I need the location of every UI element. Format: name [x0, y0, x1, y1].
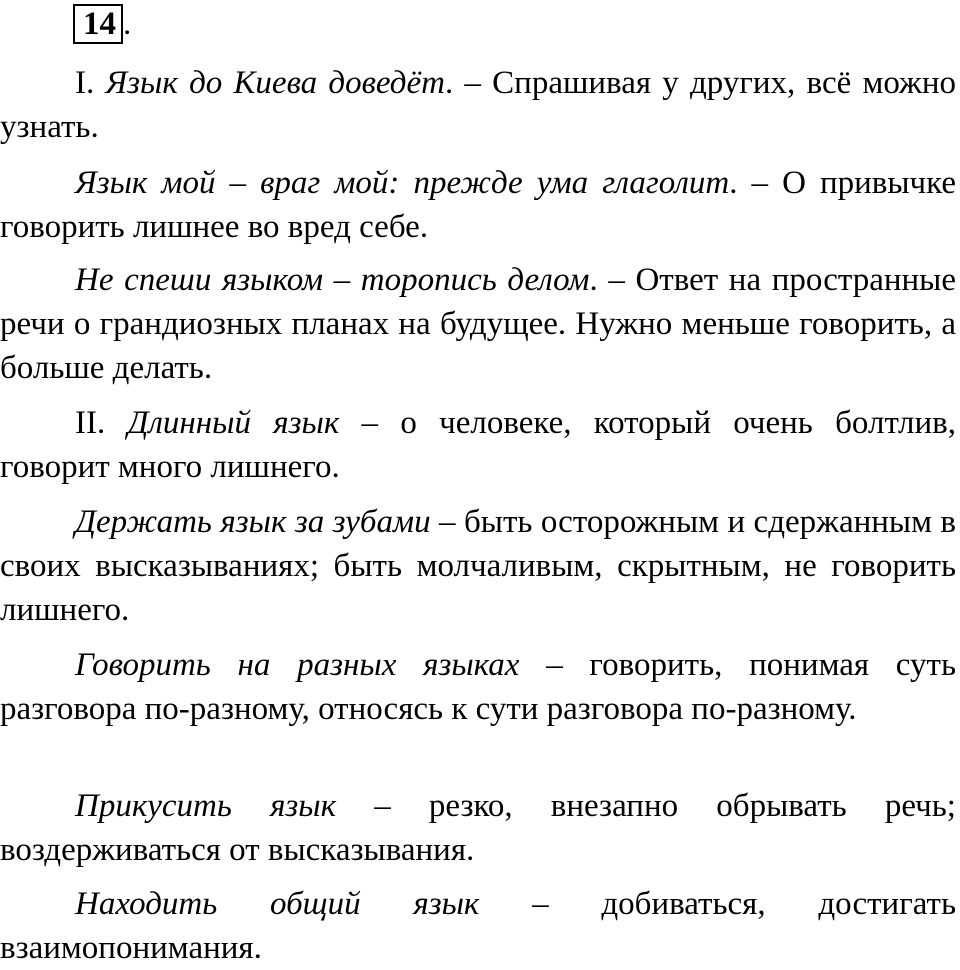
idiom-paragraph-7: [0, 784, 956, 872]
idiom-phrase: Прикусить язык: [75, 788, 337, 824]
idiom-explanation: . – О привычке говорить лишнее во вред себе.: [0, 165, 956, 245]
idiom-phrase: Язык мой – враг мой: прежде ума глаголит: [75, 165, 730, 201]
task-number-dot: .: [123, 6, 132, 42]
idiom-paragraph-5: [0, 500, 956, 632]
section-numeral: II.: [75, 405, 128, 441]
idiom-explanation: . – Ответ на пространные речи о грандиозных планах на будущее. Нужно меньше говорить, а больше делать.: [0, 262, 956, 386]
task-number-value: 14: [83, 6, 116, 42]
idiom-explanation: . – Спрашивая у других, всё можно узнать.: [0, 65, 956, 145]
idiom-paragraph-2: [0, 161, 956, 249]
task-number-box: [73, 4, 123, 44]
idiom-explanation: – о человеке, который очень болтлив, говорит много лишнего.: [0, 405, 957, 485]
idiom-phrase: Язык до Киева доведёт: [105, 65, 445, 101]
idiom-phrase: Длинный язык: [127, 405, 340, 441]
idiom-phrase: Находить общий язык: [75, 886, 480, 922]
idiom-explanation: – быть осторожным и сдержанным в своих высказываниях; быть молчаливым, скрытным, не говорить лишнего.: [0, 504, 956, 628]
idiom-phrase: Говорить на разных языках: [75, 647, 520, 683]
idiom-paragraph-6: [0, 643, 956, 731]
idiom-phrase: Держать язык за зубами: [75, 504, 431, 540]
task-number: [73, 4, 131, 44]
section-numeral: I.: [75, 65, 106, 101]
idiom-paragraph-8: [0, 882, 956, 970]
idiom-paragraph-4: [0, 401, 956, 489]
idiom-explanation: – добиваться, достигать взаимопонимания.: [0, 886, 956, 966]
idiom-phrase: Не спеши языком – торопись делом: [75, 262, 590, 298]
idiom-explanation: – говорить, понимая суть разговора по-разному, относясь к сути разговора по-разному.: [0, 647, 956, 727]
idiom-paragraph-1: [0, 61, 956, 149]
idiom-paragraph-3: [0, 258, 956, 390]
idiom-explanation: – резко, внезапно обрывать речь; воздерживаться от высказывания.: [0, 788, 956, 868]
